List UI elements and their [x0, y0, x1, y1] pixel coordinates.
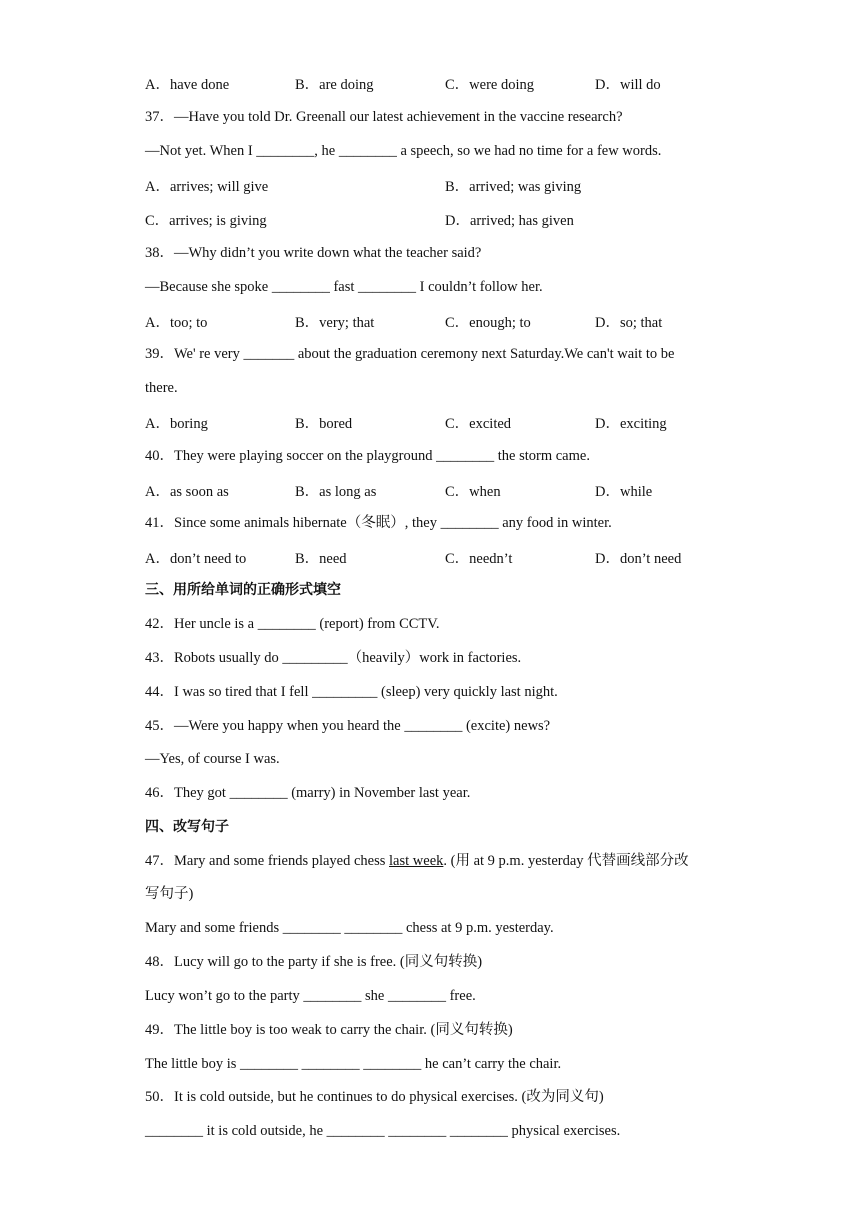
q47-stem	[145, 851, 725, 871]
q39-line2: there.	[145, 380, 178, 396]
q48-line2: Lucy won’t go to the party ________ she ________ free.	[145, 988, 476, 1004]
q43-stem: 43．Robots usually do _________（heavily）work in factories.	[145, 650, 522, 666]
q47-underlined-phrase: last week	[389, 853, 444, 869]
q41-stem: 41．Since some animals hibernate（冬眠）, they ________ any food in winter.	[145, 515, 612, 531]
q39-option-a: A．boring	[145, 416, 208, 432]
q36-option-b: B．are doing	[295, 77, 374, 93]
q40-option-c: C．when	[445, 484, 501, 500]
q37-line2: —Not yet. When I ________, he ________ a speech, so we had no time for a few words.	[145, 143, 662, 159]
q48-stem: 48．Lucy will go to the party if she is free. (同义句转换)	[145, 954, 483, 970]
q38-option-b: B．very; that	[295, 315, 375, 331]
q38-stem: 38．—Why didn’t you write down what the teacher said?	[145, 245, 482, 261]
q39-option-c: C．excited	[445, 416, 512, 432]
q37-option-d: D．arrived; has given	[445, 213, 574, 229]
q38-option-a: A．too; to	[145, 315, 208, 331]
section-4-heading: 四、改写句子	[145, 819, 229, 835]
q41-option-a: A．don’t need to	[145, 551, 247, 567]
q47-stem-after: . (用 at 9 p.m. yesterday 代替画线部分改	[443, 853, 689, 869]
q39-stem: 39．We' re very _______ about the graduation ceremony next Saturday.We can't wait to be	[145, 346, 675, 362]
q47-line2: 写句子)	[145, 886, 194, 902]
q42-stem: 42．Her uncle is a ________ (report) from CCTV.	[145, 616, 440, 632]
q36-option-a: A．have done	[145, 77, 230, 93]
q39-option-b: B．bored	[295, 416, 353, 432]
q40-option-b: B．as long as	[295, 484, 377, 500]
q47-line3: Mary and some friends ________ ________ chess at 9 p.m. yesterday.	[145, 920, 554, 936]
q40-option-d: D．while	[595, 484, 653, 500]
q41-option-b: B．need	[295, 551, 347, 567]
q37-stem: 37．—Have you told Dr. Greenall our latest achievement in the vaccine research?	[145, 109, 623, 125]
q49-line2: The little boy is ________ ________ ________ he can’t carry the chair.	[145, 1056, 562, 1072]
q41-option-c: C．needn’t	[445, 551, 513, 567]
q36-option-c: C．were doing	[445, 77, 534, 93]
q38-option-c: C．enough; to	[445, 315, 531, 331]
q36-option-d: D．will do	[595, 77, 661, 93]
q39-option-d: D．exciting	[595, 416, 667, 432]
q47-stem-before: 47．Mary and some friends played chess	[145, 853, 390, 869]
q44-stem: 44．I was so tired that I fell _________ (sleep) very quickly last night.	[145, 684, 558, 700]
q45-line2: —Yes, of course I was.	[145, 751, 280, 767]
q38-line2: —Because she spoke ________ fast ________ I couldn’t follow her.	[145, 279, 543, 295]
q40-option-a: A．as soon as	[145, 484, 229, 500]
q49-stem: 49．The little boy is too weak to carry the chair. (同义句转换)	[145, 1022, 513, 1038]
q37-option-c: C．arrives; is giving	[145, 213, 267, 229]
q37-option-b: B．arrived; was giving	[445, 179, 582, 195]
q46-stem: 46．They got ________ (marry) in November last year.	[145, 785, 471, 801]
q50-stem: 50．It is cold outside, but he continues to do physical exercises. (改为同义句)	[145, 1089, 604, 1105]
q40-stem: 40．They were playing soccer on the playground ________ the storm came.	[145, 448, 590, 464]
q45-stem: 45．—Were you happy when you heard the ________ (excite) news?	[145, 718, 551, 734]
q50-line2: ________ it is cold outside, he ________ ________ ________ physical exercises.	[145, 1123, 621, 1139]
q38-option-d: D．so; that	[595, 315, 663, 331]
section-3-heading: 三、用所给单词的正确形式填空	[145, 582, 341, 598]
q41-option-d: D．don’t need	[595, 551, 682, 567]
q37-option-a: A．arrives; will give	[145, 179, 269, 195]
